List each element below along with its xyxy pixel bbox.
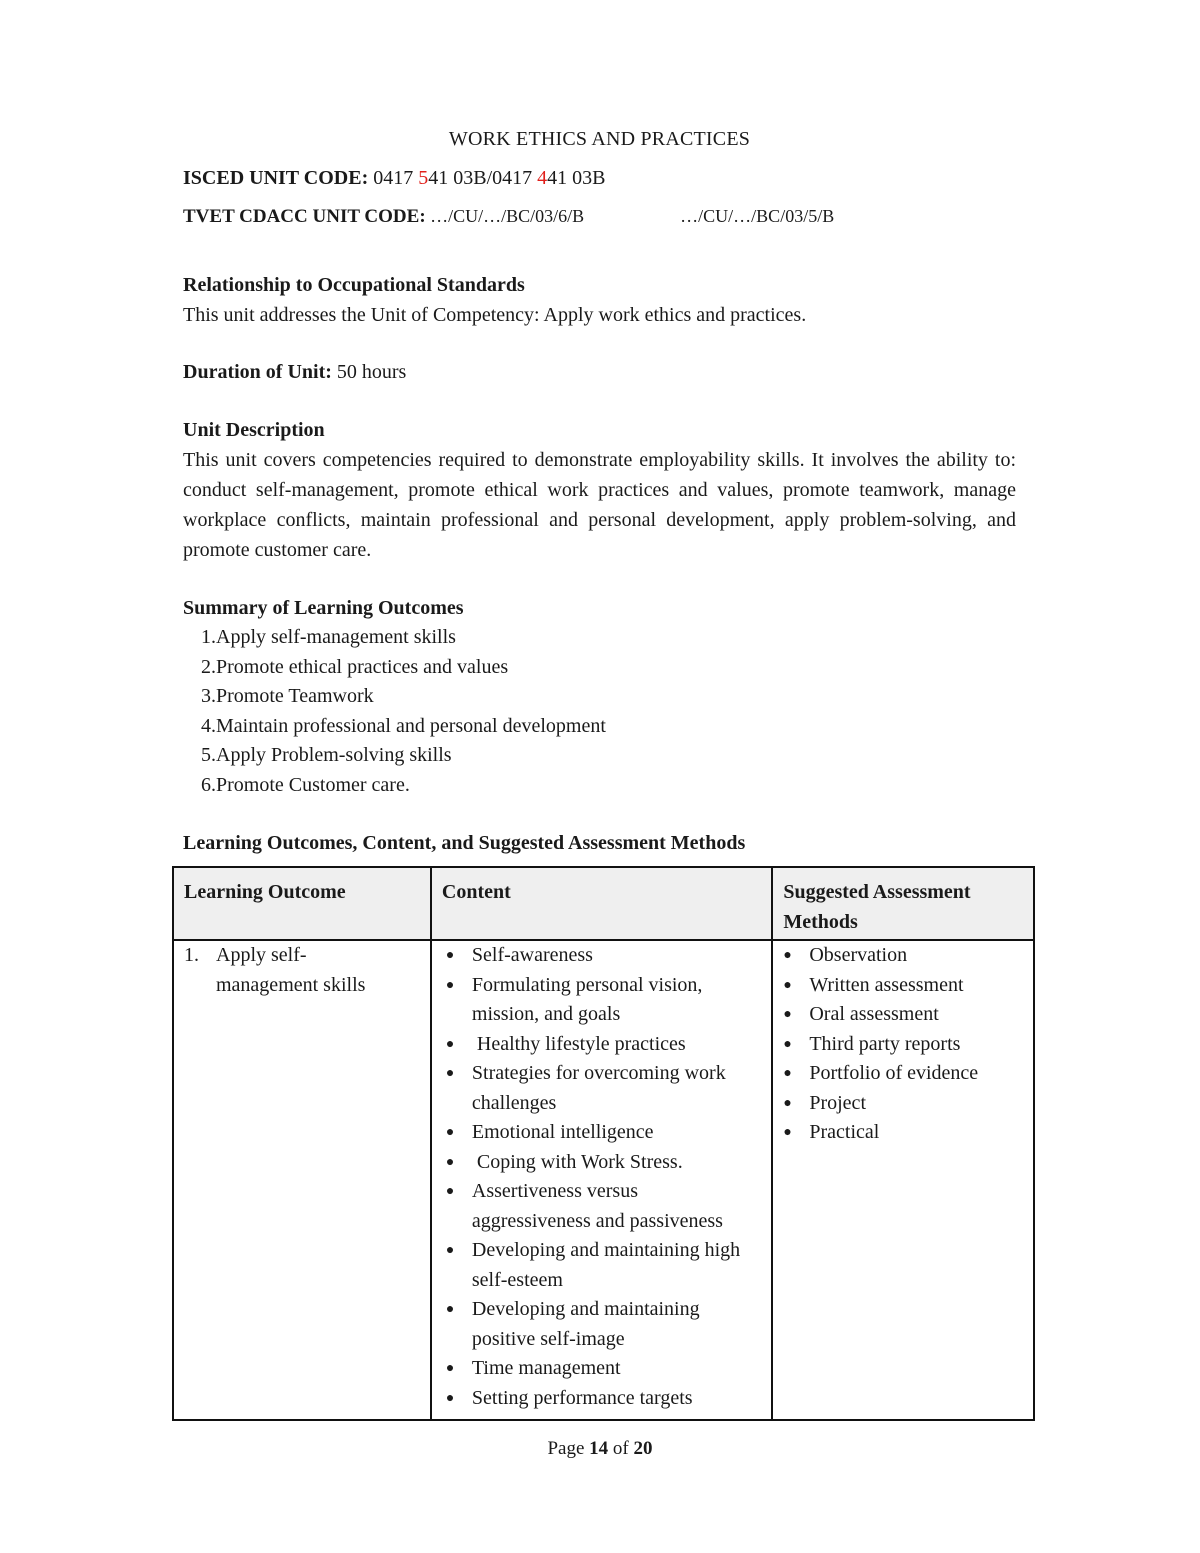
learning-outcomes-table: [172, 866, 1035, 1421]
outcome-cell: [173, 940, 431, 1420]
duration-line: [183, 357, 1016, 387]
duration-section: [183, 357, 1016, 387]
description-section: [183, 415, 1016, 565]
outcome-number: 1.: [184, 944, 199, 966]
list-text: Assertiveness versus aggressiveness and passiveness: [471, 1180, 723, 1232]
relationship-text: This unit addresses the Unit of Competency: Apply work ethics and practices.: [183, 304, 807, 326]
list-item: [783, 941, 1023, 971]
page-footer: [0, 1438, 1200, 1460]
summary-heading: Summary of Learning Outcomes: [183, 597, 464, 619]
relationship-heading: Relationship to Occupational Standards: [183, 274, 525, 296]
isced-highlight: 4: [537, 167, 548, 189]
bullet-icon: ●: [445, 1066, 455, 1081]
list-text: Apply self-management skills: [216, 626, 456, 648]
bullet-icon: ●: [445, 1361, 455, 1376]
table-row: [173, 940, 1034, 1420]
list-text: Promote ethical practices and values: [216, 655, 509, 678]
list-item: [442, 1148, 761, 1178]
list-number: 1.: [201, 626, 216, 648]
assessment-cell: [772, 940, 1034, 1420]
list-number: 3.: [201, 685, 216, 707]
assessment-list: [783, 941, 1023, 1148]
bullet-icon: ●: [445, 1154, 455, 1170]
list-text: Promote Customer care.: [216, 773, 410, 796]
outcome-text: Apply self-management skills: [216, 944, 366, 996]
isced-unit-code: [183, 165, 1016, 191]
isced-label: ISCED UNIT CODE:: [183, 167, 369, 189]
footer-prefix: Page: [547, 1438, 590, 1459]
bullet-icon: ●: [783, 948, 792, 963]
bullet-icon: ●: [783, 1125, 792, 1140]
list-text: Developing and maintaining positive self-image: [471, 1298, 705, 1350]
bullet-icon: ●: [445, 1125, 455, 1140]
header-assessment: Suggested Assessment Methods: [772, 867, 1034, 940]
list-text: Promote Teamwork: [216, 685, 374, 707]
isced-part: 0417: [368, 167, 419, 189]
list-item: [183, 682, 1016, 712]
footer-of: of: [608, 1438, 634, 1459]
list-item: [783, 1000, 1023, 1030]
bullet-icon: ●: [783, 977, 792, 993]
tvet-unit-code: [183, 203, 1016, 230]
list-text: Practical: [809, 1121, 880, 1143]
content-list: [442, 941, 761, 1413]
list-item: [183, 771, 1016, 801]
list-item: [183, 712, 1016, 742]
list-text: Setting performance targets: [471, 1386, 693, 1409]
table-heading: Learning Outcomes, Content, and Suggested Assessment Methods: [183, 832, 746, 854]
tvet-code-1: …/CU/…/BC/03/6/B: [425, 206, 585, 226]
list-number: 5.: [201, 744, 216, 766]
list-number: 2.: [201, 655, 216, 678]
list-item: [783, 1118, 1023, 1148]
list-text: Third party reports: [809, 1032, 961, 1055]
list-item: [442, 1177, 761, 1236]
list-item: [783, 1059, 1023, 1089]
bullet-icon: ●: [445, 948, 455, 963]
list-item: [183, 741, 1016, 771]
list-text: Strategies for overcoming work challenges: [471, 1062, 731, 1114]
bullet-icon: ●: [783, 1095, 792, 1111]
list-item: [183, 623, 1016, 653]
duration-label: Duration of Unit:: [183, 361, 332, 383]
list-text: Formulating personal vision, mission, and goals: [471, 973, 708, 1025]
list-text: Portfolio of evidence: [809, 1062, 979, 1084]
bullet-icon: ●: [783, 1007, 792, 1022]
list-number: 6.: [201, 773, 216, 796]
isced-part: 41 03B/0417: [428, 167, 538, 189]
document-title: WORK ETHICS AND PRACTICES: [448, 128, 751, 150]
description-text: This unit covers competencies required to demonstrate employability skills. It involves the ability to: conduct self-management, promote ethical work practices and values, promote teamwork, manage workplace conflicts, maintain professional and personal development, apply problem-solving, and promote customer care.: [183, 449, 1016, 561]
page-number: 14: [589, 1438, 609, 1459]
bullet-icon: ●: [445, 1302, 455, 1317]
bullet-icon: ●: [445, 1036, 455, 1052]
bullet-icon: ●: [445, 977, 455, 993]
list-text: Coping with Work Stress.: [471, 1150, 683, 1173]
list-text: Developing and maintaining high self-esteem: [471, 1239, 746, 1291]
bullet-icon: ●: [445, 1184, 455, 1199]
list-text: Written assessment: [809, 973, 964, 996]
header-content: Content: [431, 867, 772, 940]
list-item: [783, 971, 1023, 1001]
summary-section: [183, 593, 1016, 800]
list-text: Observation: [809, 944, 908, 966]
list-item: [442, 1059, 761, 1118]
list-item: [183, 653, 1016, 683]
header-learning-outcome: Learning Outcome: [173, 867, 431, 940]
bullet-icon: ●: [445, 1390, 455, 1406]
list-item: [442, 971, 761, 1030]
list-item: [442, 1118, 761, 1148]
isced-part: 41 03B: [547, 167, 606, 189]
table-header-row: [173, 867, 1034, 940]
bullet-icon: ●: [445, 1243, 455, 1258]
outcome-item: [184, 941, 420, 1000]
bullet-icon: ●: [783, 1066, 792, 1081]
tvet-label: TVET CDACC UNIT CODE:: [183, 206, 426, 227]
list-item: [783, 1030, 1023, 1060]
list-item: [783, 1089, 1023, 1119]
list-item: [442, 1236, 761, 1295]
list-text: Self-awareness: [471, 944, 593, 966]
list-text: Project: [809, 1091, 866, 1114]
list-text: Healthy lifestyle practices: [471, 1032, 686, 1055]
list-text: Apply Problem-solving skills: [216, 744, 452, 766]
summary-list: [183, 623, 1016, 800]
page-total: 20: [633, 1438, 653, 1459]
isced-highlight: 5: [418, 167, 429, 189]
table-section: [183, 828, 1016, 858]
list-item: [442, 1295, 761, 1354]
list-number: 4.: [201, 714, 216, 737]
list-item: [442, 1384, 761, 1414]
description-heading: Unit Description: [183, 419, 325, 441]
duration-value: 50 hours: [331, 361, 407, 383]
relationship-section: [183, 270, 1016, 330]
list-text: Oral assessment: [809, 1003, 939, 1025]
tvet-code-2: …/CU/…/BC/03/5/B: [680, 206, 835, 226]
content-cell: [431, 940, 772, 1420]
list-text: Maintain professional and personal development: [216, 714, 606, 737]
document-page: [183, 128, 1016, 858]
list-item: [442, 1354, 761, 1384]
list-item: [442, 941, 761, 971]
list-item: [442, 1030, 761, 1060]
list-text: Emotional intelligence: [471, 1121, 654, 1143]
list-text: Time management: [471, 1357, 621, 1379]
bullet-icon: ●: [783, 1036, 792, 1052]
